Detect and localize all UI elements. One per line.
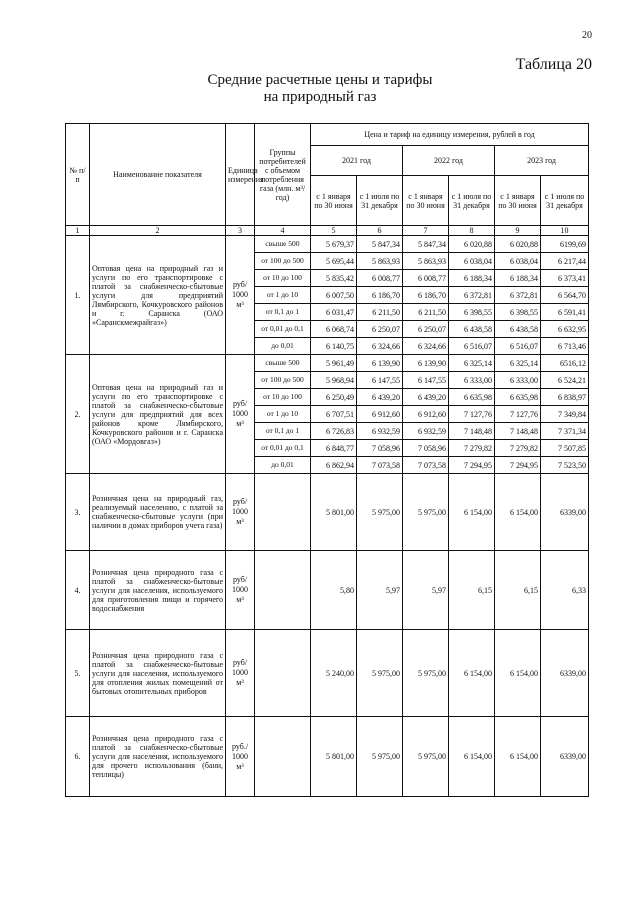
price-cell: 6,33 — [541, 551, 589, 630]
column-number: 8 — [449, 226, 495, 236]
consumer-group: от 100 до 500 — [255, 253, 311, 270]
unit-of-measure: руб/ 1000 м³ — [226, 355, 255, 474]
price-cell: 6 932,59 — [357, 423, 403, 440]
header-unit: Единица измерения — [226, 124, 255, 226]
unit-of-measure: руб/ 1000 м³ — [226, 474, 255, 551]
price-cell: 6 139,90 — [403, 355, 449, 372]
price-cell: 6 324,66 — [357, 338, 403, 355]
indicator-name: Оптовая цена на природный газ и услуги по его транспортировке с платой за снабженческо-сбытовые услуги для предприятий Лямбирского, Кочкуровского районов и г. Саранска (ОАО «Саранскмежрайгаз») — [90, 236, 226, 355]
price-cell: 5 975,00 — [403, 717, 449, 797]
table-row — [66, 630, 589, 717]
consumer-group — [255, 474, 311, 551]
price-cell: 5 975,00 — [357, 717, 403, 797]
price-cell: 6 439,20 — [357, 389, 403, 406]
price-cell: 6 591,41 — [541, 304, 589, 321]
price-cell: 6 333,00 — [449, 372, 495, 389]
indicator-name: Розничная цена природного газа с платой за снабженческо-бытовые услуги для населения, используемого для приготовления пищи и горячего водоснабжения — [90, 551, 226, 630]
price-cell: 6 139,90 — [357, 355, 403, 372]
price-cell: 7 148,48 — [495, 423, 541, 440]
price-cell: 5 863,93 — [357, 253, 403, 270]
table-label: Таблица 20 — [515, 56, 592, 73]
price-cell: 6 186,70 — [357, 287, 403, 304]
tariff-table — [65, 123, 589, 797]
indicator-name: Розничная цена природного газа с платой за снабженческо-бытовые услуги для населения, используемого для отопления жилых помещений от бытовых отопительных приборов — [90, 630, 226, 717]
price-cell: 6 372,81 — [495, 287, 541, 304]
price-cell: 6 564,70 — [541, 287, 589, 304]
column-number: 10 — [541, 226, 589, 236]
price-cell: 7 127,76 — [449, 406, 495, 423]
price-cell: 6 438,58 — [449, 321, 495, 338]
document-title — [0, 72, 640, 106]
title-line-2: на природный газ — [263, 89, 377, 105]
header-year: 2023 год — [495, 146, 589, 176]
price-cell: 6 038,04 — [449, 253, 495, 270]
price-cell: 6 147,55 — [357, 372, 403, 389]
price-cell: 6339,00 — [541, 630, 589, 717]
table-header — [66, 124, 589, 236]
header-groups: Группы потребителей с объемом потребления газа (млн. м³/год) — [255, 124, 311, 226]
consumer-group: от 0,01 до 0,1 — [255, 321, 311, 338]
price-cell: 7 349,84 — [541, 406, 589, 423]
consumer-group — [255, 551, 311, 630]
row-number: 2. — [66, 355, 90, 474]
consumer-group: от 10 до 100 — [255, 270, 311, 287]
price-cell: 7 058,96 — [403, 440, 449, 457]
column-number: 3 — [226, 226, 255, 236]
header-year: 2022 год — [403, 146, 495, 176]
price-cell: 7 058,96 — [357, 440, 403, 457]
consumer-group — [255, 630, 311, 717]
price-cell: 5 801,00 — [311, 717, 357, 797]
price-cell: 6516,12 — [541, 355, 589, 372]
price-cell: 5 847,34 — [403, 236, 449, 253]
unit-of-measure: руб/ 1000 м³ — [226, 551, 255, 630]
price-cell: 6339,00 — [541, 717, 589, 797]
price-cell: 5 975,00 — [357, 474, 403, 551]
price-cell: 6 250,49 — [311, 389, 357, 406]
consumer-group: от 0,01 до 0,1 — [255, 440, 311, 457]
price-cell: 6 008,77 — [403, 270, 449, 287]
price-cell: 6 211,50 — [403, 304, 449, 321]
header-period: с 1 января по 30 июня — [403, 176, 449, 226]
header-year: 2021 год — [311, 146, 403, 176]
row-number: 5. — [66, 630, 90, 717]
price-cell: 7 279,82 — [495, 440, 541, 457]
price-cell: 6 333,00 — [495, 372, 541, 389]
price-cell: 6 862,94 — [311, 457, 357, 474]
price-cell: 6 154,00 — [449, 630, 495, 717]
price-cell: 6 031,47 — [311, 304, 357, 321]
price-cell: 6 398,55 — [449, 304, 495, 321]
price-cell: 7 507,85 — [541, 440, 589, 457]
consumer-group: до 0,01 — [255, 338, 311, 355]
price-cell: 6 398,55 — [495, 304, 541, 321]
price-cell: 6 140,75 — [311, 338, 357, 355]
price-cell: 6 932,59 — [403, 423, 449, 440]
table-row — [66, 355, 589, 372]
price-cell: 5 835,42 — [311, 270, 357, 287]
price-cell: 7 073,58 — [403, 457, 449, 474]
consumer-group: от 0,1 до 1 — [255, 304, 311, 321]
indicator-name: Оптовая цена на природный газ и услуги по его транспортировке с платой за снабженческо-сбытовые услуги для предприятий для всех районов кроме Лямбирского, Кочкуровского районов и г. Саранска (ОАО «Мордовгаз») — [90, 355, 226, 474]
price-cell: 6 912,60 — [357, 406, 403, 423]
price-cell: 6,15 — [449, 551, 495, 630]
consumer-group: свыше 500 — [255, 355, 311, 372]
price-cell: 6 020,88 — [495, 236, 541, 253]
price-cell: 6 250,07 — [403, 321, 449, 338]
price-cell: 5 968,94 — [311, 372, 357, 389]
price-cell: 5 801,00 — [311, 474, 357, 551]
unit-of-measure: руб/ 1000 м³ — [226, 630, 255, 717]
price-cell: 7 127,76 — [495, 406, 541, 423]
price-cell: 6 008,77 — [357, 270, 403, 287]
price-cell: 6199,69 — [541, 236, 589, 253]
price-cell: 7 523,50 — [541, 457, 589, 474]
price-cell: 7 294,95 — [449, 457, 495, 474]
consumer-group: от 100 до 500 — [255, 372, 311, 389]
price-cell: 5 975,00 — [403, 630, 449, 717]
price-cell: 6 068,74 — [311, 321, 357, 338]
unit-of-measure: руб./ 1000 м³ — [226, 717, 255, 797]
price-cell: 5,97 — [357, 551, 403, 630]
price-cell: 6 912,60 — [403, 406, 449, 423]
column-number: 9 — [495, 226, 541, 236]
price-cell: 6 635,98 — [495, 389, 541, 406]
price-cell: 6339,00 — [541, 474, 589, 551]
table-row — [66, 236, 589, 253]
indicator-name: Розничная цена природного газа с платой за снабженческо-сбытовые услуги для населения, используемого для прочего использования (бани, теплицы) — [90, 717, 226, 797]
price-cell: 5 863,93 — [403, 253, 449, 270]
price-cell: 6 516,07 — [495, 338, 541, 355]
price-cell: 5 961,49 — [311, 355, 357, 372]
price-cell: 7 371,34 — [541, 423, 589, 440]
price-cell: 6 154,00 — [495, 474, 541, 551]
price-cell: 6 726,83 — [311, 423, 357, 440]
price-cell: 6 635,98 — [449, 389, 495, 406]
header-period: с 1 июля по 31 декабря — [449, 176, 495, 226]
price-cell: 6 325,14 — [495, 355, 541, 372]
price-cell: 6 186,70 — [403, 287, 449, 304]
header-period: с 1 июля по 31 декабря — [357, 176, 403, 226]
indicator-name: Розничная цена на природный газ, реализуемый населению, с платой за снабженческо-сбытовые услуги (при наличии в домах приборов учета газа) — [90, 474, 226, 551]
table-body — [66, 236, 589, 797]
header-period: с 1 января по 30 июня — [311, 176, 357, 226]
price-cell: 5 695,44 — [311, 253, 357, 270]
table-row — [66, 717, 589, 797]
column-number: 4 — [255, 226, 311, 236]
price-cell: 6 188,34 — [495, 270, 541, 287]
price-cell: 6 154,00 — [449, 474, 495, 551]
price-cell: 6 154,00 — [495, 630, 541, 717]
unit-of-measure: руб/ 1000 м³ — [226, 236, 255, 355]
price-cell: 5 240,00 — [311, 630, 357, 717]
consumer-group: от 0,1 до 1 — [255, 423, 311, 440]
consumer-group — [255, 717, 311, 797]
title-line-1: Средние расчетные цены и тарифы — [207, 72, 433, 88]
price-cell: 6 516,07 — [449, 338, 495, 355]
price-cell: 5 975,00 — [357, 630, 403, 717]
column-number: 5 — [311, 226, 357, 236]
row-number: 4. — [66, 551, 90, 630]
price-cell: 5 975,00 — [403, 474, 449, 551]
price-cell: 6 217,44 — [541, 253, 589, 270]
price-cell: 5 847,34 — [357, 236, 403, 253]
price-cell: 6 438,58 — [495, 321, 541, 338]
header-period: с 1 января по 30 июня — [495, 176, 541, 226]
column-number: 6 — [357, 226, 403, 236]
price-cell: 6 325,14 — [449, 355, 495, 372]
header-num: № п/п — [66, 124, 90, 226]
column-number: 1 — [66, 226, 90, 236]
row-number: 1. — [66, 236, 90, 355]
price-cell: 6 372,81 — [449, 287, 495, 304]
consumer-group: свыше 500 — [255, 236, 311, 253]
price-cell: 7 294,95 — [495, 457, 541, 474]
price-cell: 6 848,77 — [311, 440, 357, 457]
row-number: 6. — [66, 717, 90, 797]
header-period: с 1 июля по 31 декабря — [541, 176, 589, 226]
row-number: 3. — [66, 474, 90, 551]
price-cell: 7 073,58 — [357, 457, 403, 474]
price-cell: 6 038,04 — [495, 253, 541, 270]
price-cell: 6 250,07 — [357, 321, 403, 338]
consumer-group: до 0,01 — [255, 457, 311, 474]
consumer-group: от 10 до 100 — [255, 389, 311, 406]
price-cell: 6,15 — [495, 551, 541, 630]
price-cell: 6 373,41 — [541, 270, 589, 287]
consumer-group: от 1 до 10 — [255, 287, 311, 304]
price-cell: 7 148,48 — [449, 423, 495, 440]
price-cell: 5,80 — [311, 551, 357, 630]
price-cell: 6 007,50 — [311, 287, 357, 304]
price-cell: 6 154,00 — [495, 717, 541, 797]
page-number: 20 — [582, 30, 592, 41]
price-cell: 6 632,95 — [541, 321, 589, 338]
price-cell: 5,97 — [403, 551, 449, 630]
price-cell: 6 154,00 — [449, 717, 495, 797]
price-cell: 6 838,97 — [541, 389, 589, 406]
price-cell: 6 439,20 — [403, 389, 449, 406]
price-cell: 5 679,37 — [311, 236, 357, 253]
consumer-group: от 1 до 10 — [255, 406, 311, 423]
price-cell: 6 324,66 — [403, 338, 449, 355]
price-cell: 6 211,50 — [357, 304, 403, 321]
header-name: Наименование показателя — [90, 124, 226, 226]
column-number: 2 — [90, 226, 226, 236]
table-row — [66, 474, 589, 551]
price-cell: 6 188,34 — [449, 270, 495, 287]
table-row — [66, 551, 589, 630]
price-cell: 6 020,88 — [449, 236, 495, 253]
column-number: 7 — [403, 226, 449, 236]
price-cell: 6 524,21 — [541, 372, 589, 389]
header-price: Цена и тариф на единицу измерения, рублей в год — [311, 124, 589, 146]
price-cell: 6 147,55 — [403, 372, 449, 389]
price-cell: 6 707,51 — [311, 406, 357, 423]
price-cell: 7 279,82 — [449, 440, 495, 457]
price-cell: 6 713,46 — [541, 338, 589, 355]
